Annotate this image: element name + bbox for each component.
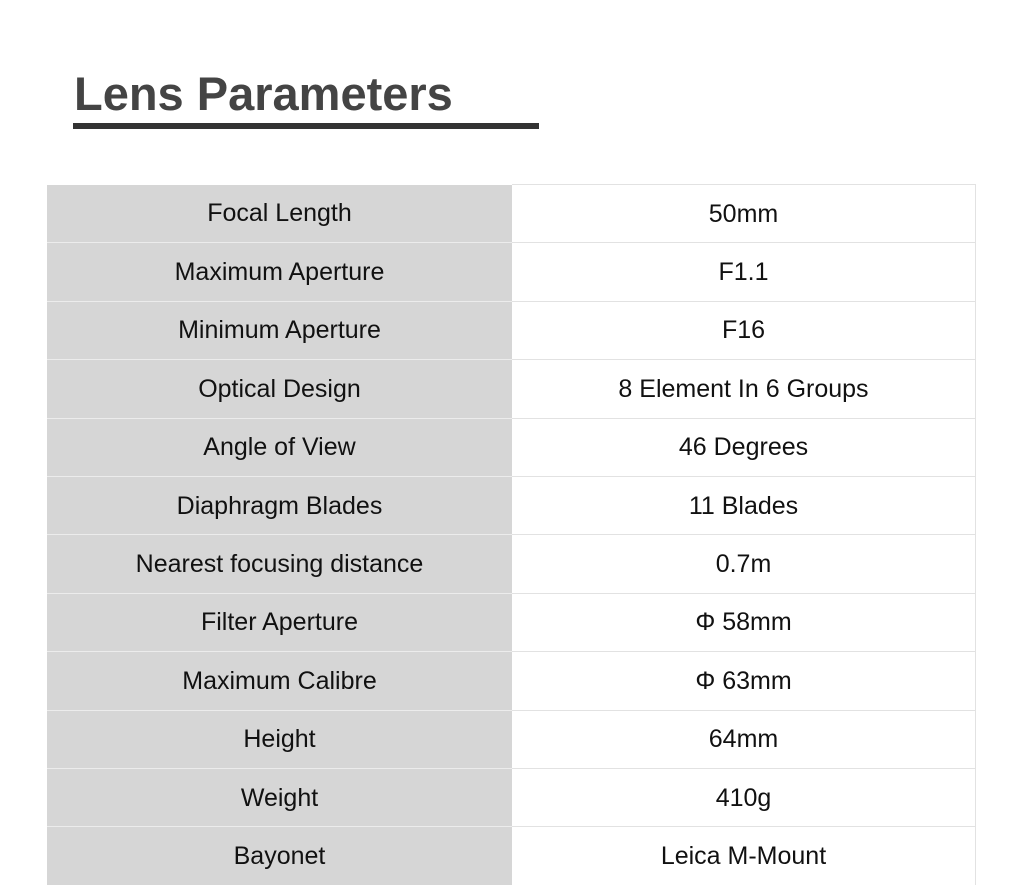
table-row: [47, 768, 976, 826]
table-row: [47, 185, 976, 243]
spec-value: 46 Degrees: [512, 418, 976, 476]
table-row: [47, 710, 976, 768]
spec-value: 0.7m: [512, 535, 976, 593]
spec-value: 8 Element In 6 Groups: [512, 360, 976, 418]
spec-label: Height: [47, 710, 512, 768]
spec-label: Maximum Aperture: [47, 243, 512, 301]
spec-label: Diaphragm Blades: [47, 476, 512, 534]
table-row: [47, 476, 976, 534]
spec-value: Φ 58mm: [512, 593, 976, 651]
spec-label: Minimum Aperture: [47, 301, 512, 359]
spec-label: Filter Aperture: [47, 593, 512, 651]
table-row: [47, 360, 976, 418]
spec-label: Nearest focusing distance: [47, 535, 512, 593]
table-row: [47, 535, 976, 593]
table-row: [47, 243, 976, 301]
page-title: Lens Parameters: [74, 67, 453, 120]
spec-label: Bayonet: [47, 827, 512, 885]
table-row: [47, 652, 976, 710]
table-row: [47, 418, 976, 476]
table-row: [47, 301, 976, 359]
spec-label: Angle of View: [47, 418, 512, 476]
spec-value: F1.1: [512, 243, 976, 301]
spec-label: Optical Design: [47, 360, 512, 418]
spec-value: F16: [512, 301, 976, 359]
spec-label: Weight: [47, 768, 512, 826]
spec-value: 11 Blades: [512, 476, 976, 534]
title-underline: [73, 123, 539, 129]
table-row: [47, 827, 976, 885]
spec-label: Maximum Calibre: [47, 652, 512, 710]
spec-value: 64mm: [512, 710, 976, 768]
lens-spec-table: [47, 184, 976, 885]
spec-value: 410g: [512, 768, 976, 826]
spec-value: 50mm: [512, 185, 976, 243]
spec-value: Leica M-Mount: [512, 827, 976, 885]
spec-value: Φ 63mm: [512, 652, 976, 710]
table-row: [47, 593, 976, 651]
spec-label: Focal Length: [47, 185, 512, 243]
